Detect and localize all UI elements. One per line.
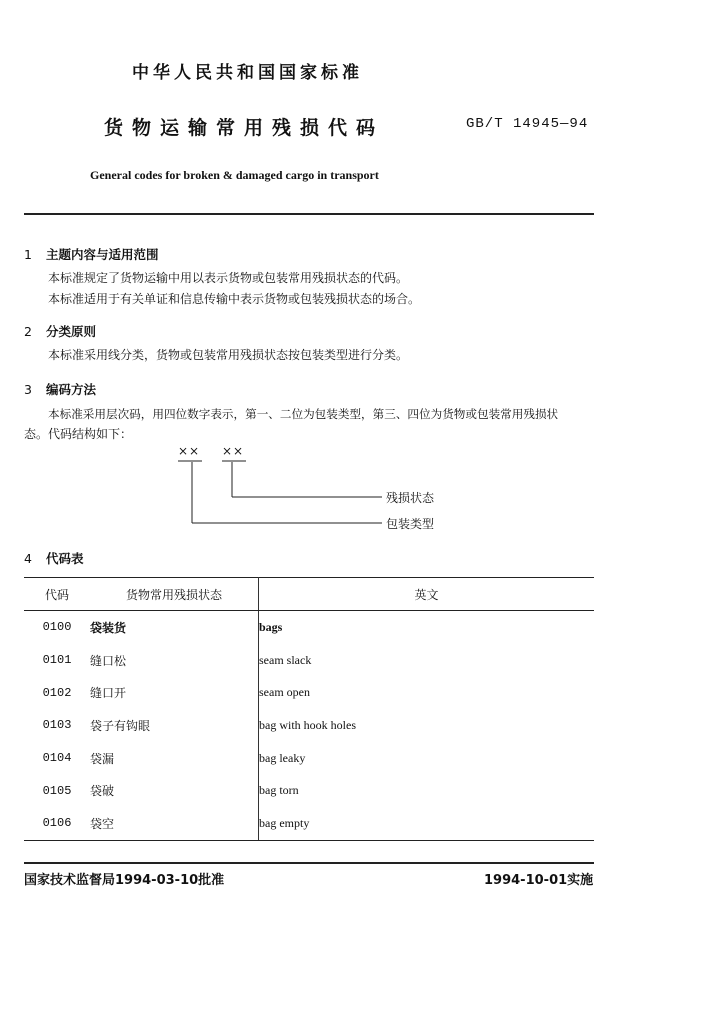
row-code: 0100: [42, 620, 72, 635]
code-table: [24, 577, 594, 841]
section-4-number: 4: [24, 551, 32, 566]
section-3-title: 编码方法: [46, 382, 97, 397]
section-4-title: 代码表: [46, 551, 84, 566]
section-2-number: 2: [24, 324, 32, 339]
row-english: seam slack: [259, 652, 312, 667]
label-damage-state: 残损状态: [386, 491, 435, 505]
row-code: 0101: [42, 653, 72, 668]
header-rule: [24, 213, 594, 215]
table-row: [24, 807, 594, 840]
section-3-number: 3: [24, 382, 32, 397]
header-code: 代码: [24, 578, 90, 611]
section-1-title: 主题内容与适用范围: [46, 247, 159, 262]
row-english: bag torn: [259, 783, 299, 798]
table-header-row: [24, 578, 594, 611]
row-state: 袋漏: [90, 742, 259, 775]
section-1-heading: [24, 245, 159, 263]
section-1-paragraph-1: 本标准规定了货物运输中用以表示货物或包装常用残损状态的代码。: [48, 271, 409, 285]
row-code: 0102: [42, 685, 72, 700]
row-code: 0103: [42, 718, 72, 733]
effective-date: 1994-10-01实施: [484, 873, 594, 888]
standard-number: GB/T 14945—94: [466, 116, 589, 132]
section-3-heading: [24, 380, 96, 398]
header-english: 英文: [259, 578, 595, 611]
row-state: 袋子有钩眼: [90, 709, 259, 742]
section-2-heading: [24, 322, 96, 340]
row-english: bag with hook holes: [259, 717, 356, 732]
section-3-paragraph-1: 本标准采用层次码，用四位数字表示，第一、二位为包装类型，第三、四位为货物或包装常用残损状: [48, 407, 559, 421]
row-state: 袋装货: [90, 611, 259, 644]
section-4-heading: [24, 549, 84, 567]
section-3-paragraph-2: 态。代码结构如下：: [24, 427, 133, 441]
approval-date: 国家技术监督局1994-03-10批准: [24, 873, 225, 888]
row-english: bag leaky: [259, 750, 306, 765]
row-state: 袋空: [90, 807, 259, 840]
section-1-number: 1: [24, 247, 32, 262]
label-package-type: 包装类型: [386, 517, 435, 531]
section-1-paragraph-2: 本标准适用于有关单证和信息传输中表示货物或包装残损状态的场合。: [48, 292, 421, 306]
row-state: 袋破: [90, 774, 259, 807]
row-english: seam open: [259, 685, 310, 700]
row-state: 缝口松: [90, 644, 259, 677]
row-english: bags: [259, 619, 283, 634]
national-standard-heading: 中华人民共和国国家标准: [132, 63, 363, 83]
table-row: [24, 709, 594, 742]
row-code: 0105: [42, 783, 72, 798]
document-title: 货物运输常用残损代码: [104, 117, 385, 139]
row-state: 缝口开: [90, 676, 259, 709]
english-title: General codes for broken & damaged cargo in transport: [90, 168, 379, 182]
footer-rule: [24, 862, 594, 864]
section-2-paragraph-1: 本标准采用线分类，货物或包装常用残损状态按包装类型进行分类。: [48, 348, 409, 362]
code-pair-right: ××: [222, 444, 245, 458]
section-2-title: 分类原则: [46, 324, 97, 339]
code-structure-diagram: [170, 444, 470, 534]
table-row: [24, 774, 594, 807]
row-code: 0104: [42, 751, 72, 766]
table-row: [24, 644, 594, 677]
table-row: [24, 676, 594, 709]
header-state: 货物常用残损状态: [90, 578, 259, 611]
row-code: 0106: [24, 807, 90, 840]
table-row: [24, 742, 594, 775]
row-english: bag empty: [259, 807, 595, 840]
table-row: [24, 611, 594, 644]
code-pair-left: ××: [178, 444, 201, 458]
